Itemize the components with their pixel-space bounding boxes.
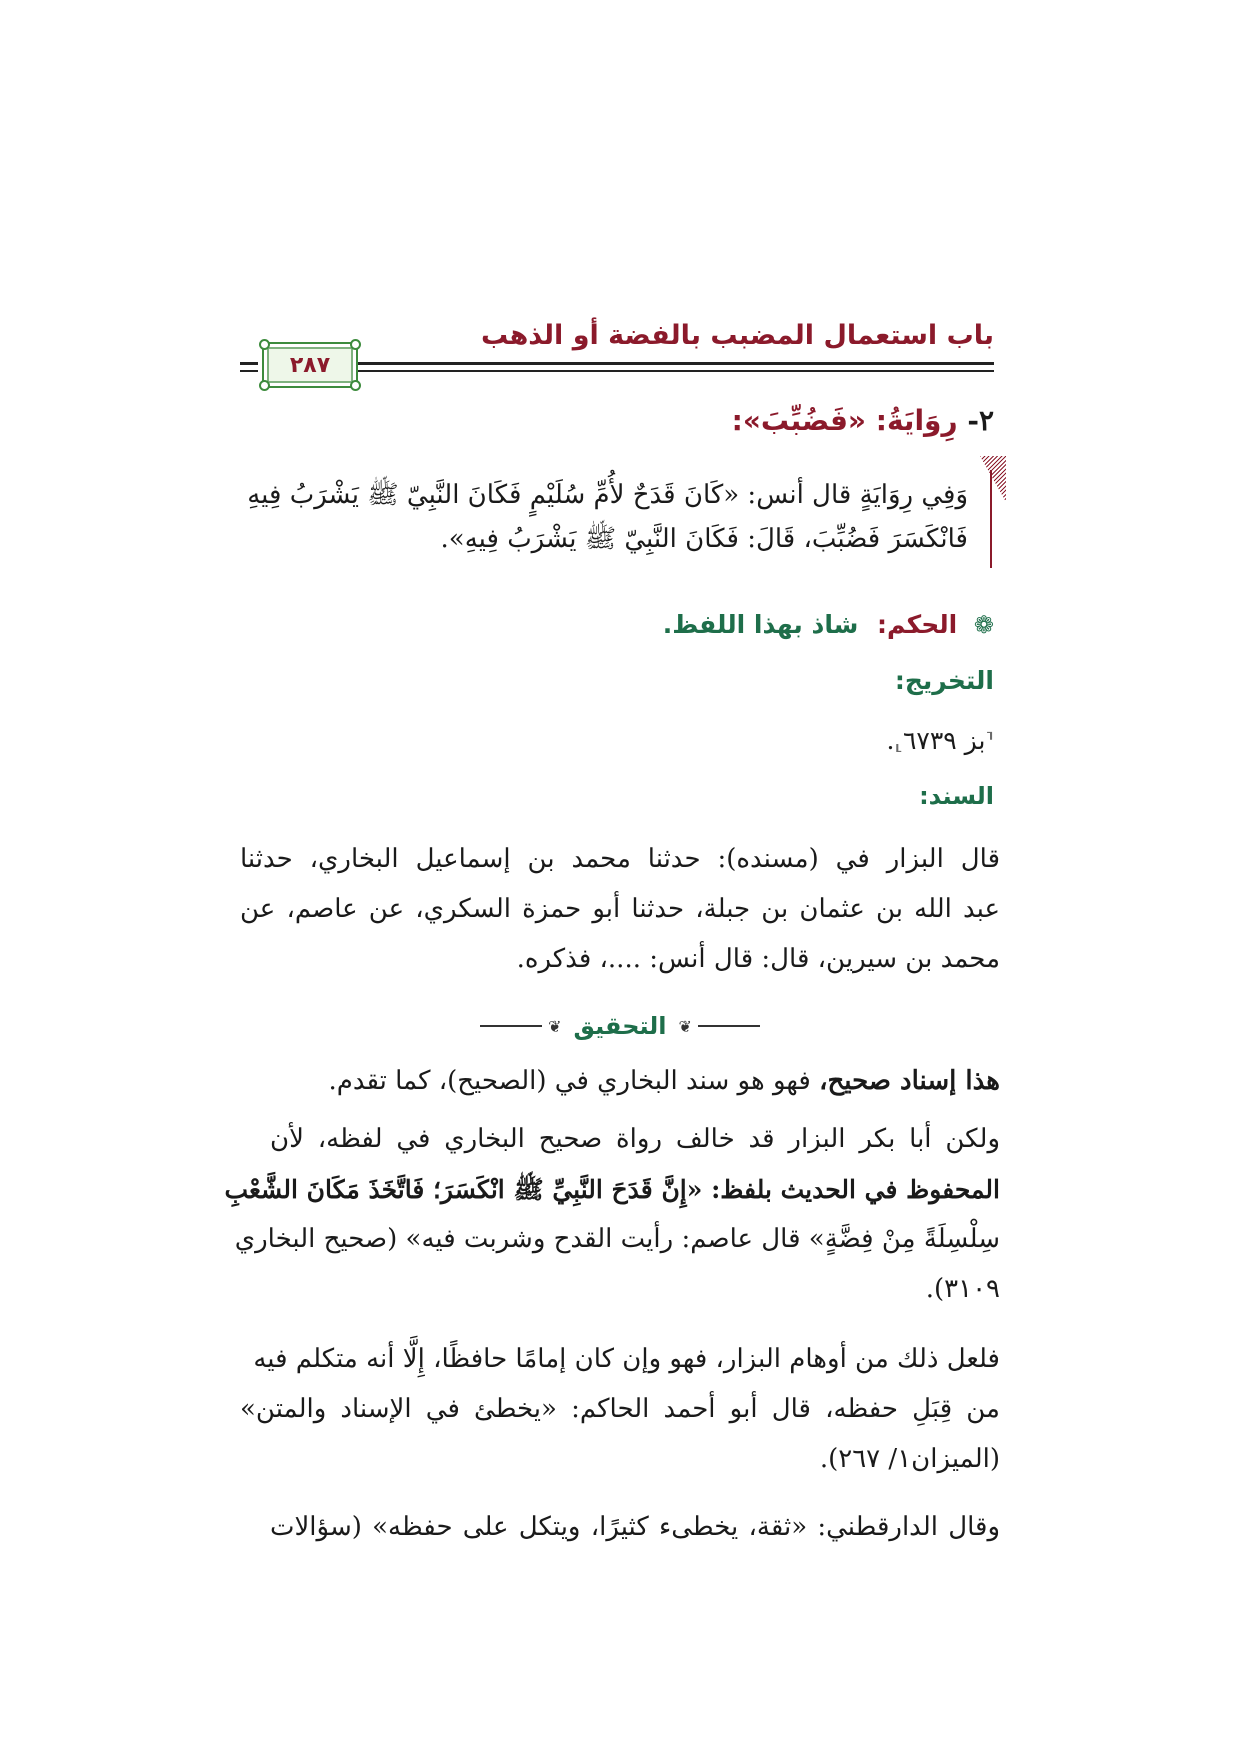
quote-border <box>990 470 992 568</box>
divider-line <box>480 1025 542 1027</box>
header-rule-top <box>358 362 994 365</box>
takhrij-reference: ⸢بز ٦٧٣٩⸥. <box>886 726 994 755</box>
tahqiq-p2-line-3: سِلْسِلَةً مِنْ فِضَّةٍ» قال عاصم: رأيت القدح وشربت فيه» (صحيح البخاري <box>234 1224 1000 1254</box>
sanad-line-2: عبد الله بن عثمان بن جبلة، حدثنا أبو حمزة السكري، عن عاصم، عن <box>240 894 1000 924</box>
header-rule-bottom <box>358 370 994 372</box>
takhrij-heading: التخريج: <box>894 666 994 695</box>
quote-line-2: فَانْكَسَرَ فَضُبِّبَ، قَالَ: فَكَانَ النَّبِيّ ﷺ يَشْرَبُ فِيهِ». <box>440 524 968 554</box>
badge-ornament-icon <box>350 380 361 391</box>
divider-line <box>698 1025 760 1027</box>
tahqiq-p4-line-1: وقال الدارقطني: «ثقة، يخطىء كثيرًا، ويتكل على حفظه» (سؤالات <box>270 1512 1000 1542</box>
divider-ornament-icon: ❦ <box>548 1016 562 1036</box>
tahqiq-p3-line-2: من قِبَلِ حفظه، قال أبو أحمد الحاكم: «يخطئ في الإسناد والمتن» <box>240 1394 1000 1424</box>
ruling-value: شاذ بهذا اللفظ. <box>662 610 859 639</box>
tahqiq-p2-line-2: المحفوظ في الحديث بلفظ: «إِنَّ قَدَحَ النَّبِيِّ ﷺ انْكَسَرَ؛ فَاتَّخَذَ مَكَانَ الشَّعْبِ <box>224 1175 1000 1204</box>
flower-ornament-icon: ❁ <box>973 611 994 639</box>
tahqiq-verdict: هذا إسناد صحيح، <box>819 1066 1000 1096</box>
sanad-line-1: قال البزار في (مسنده): حدثنا محمد بن إسماعيل البخاري، حدثنا <box>240 844 1000 874</box>
tahqiq-p3-line-1: فلعل ذلك من أوهام البزار، فهو وإن كان إمامًا حافظًا، إِلَّا أنه متكلم فيه <box>253 1344 1000 1374</box>
quote-corner-ornament-icon <box>980 456 1006 502</box>
section-number: ٢- <box>967 404 994 437</box>
ruling-label: الحكم: <box>877 610 958 639</box>
header-rule-left-bottom <box>240 370 258 372</box>
header-rule-left-top <box>240 362 258 365</box>
sanad-heading: السند: <box>919 782 994 810</box>
section-title: رِوَايَةُ: «فَضُبِّبَ»: <box>731 404 958 437</box>
page-number-badge <box>262 342 358 388</box>
tahqiq-paragraph-1 <box>240 1066 1000 1096</box>
page-number: ٢٨٧ <box>289 352 331 378</box>
quote-line-1: وَفِي رِوَايَةٍ قال أنس: «كَانَ قَدَحٌ لأُمِّ سُلَيْمٍ فَكَانَ النَّبِيّ ﷺ يَشْرَبُ فِيهِ <box>247 480 968 510</box>
badge-ornament-icon <box>259 339 270 350</box>
takhrij-ref-text: بز ٦٧٣٩ <box>902 726 986 755</box>
tahqiq-p3-line-3: (الميزان١/ ٢٦٧). <box>819 1444 1000 1474</box>
badge-ornament-icon <box>259 380 270 391</box>
badge-ornament-icon <box>350 339 361 350</box>
tahqiq-p1-rest: فهو هو سند البخاري في (الصحيح)، كما تقدم. <box>328 1066 820 1096</box>
tahqiq-p2-line-4: ٣١٠٩). <box>925 1274 1000 1304</box>
ornate-bracket-open-icon: ⸢ <box>985 730 994 755</box>
tahqiq-heading: التحقيق <box>573 1012 667 1040</box>
sanad-line-3: محمد بن سيرين، قال: قال أنس: ....، فذكره. <box>516 944 1000 974</box>
section-heading <box>732 404 994 437</box>
running-header-title: باب استعمال المضبب بالفضة أو الذهب <box>481 320 994 351</box>
ruling <box>663 610 994 639</box>
tahqiq-divider <box>480 1013 760 1039</box>
divider-ornament-icon: ❦ <box>678 1016 692 1036</box>
ornate-bracket-close-icon: ⸥ <box>894 730 903 755</box>
tahqiq-p2-line-1: ولكن أبا بكر البزار قد خالف رواة صحيح البخاري في لفظه، لأن <box>270 1124 1000 1154</box>
